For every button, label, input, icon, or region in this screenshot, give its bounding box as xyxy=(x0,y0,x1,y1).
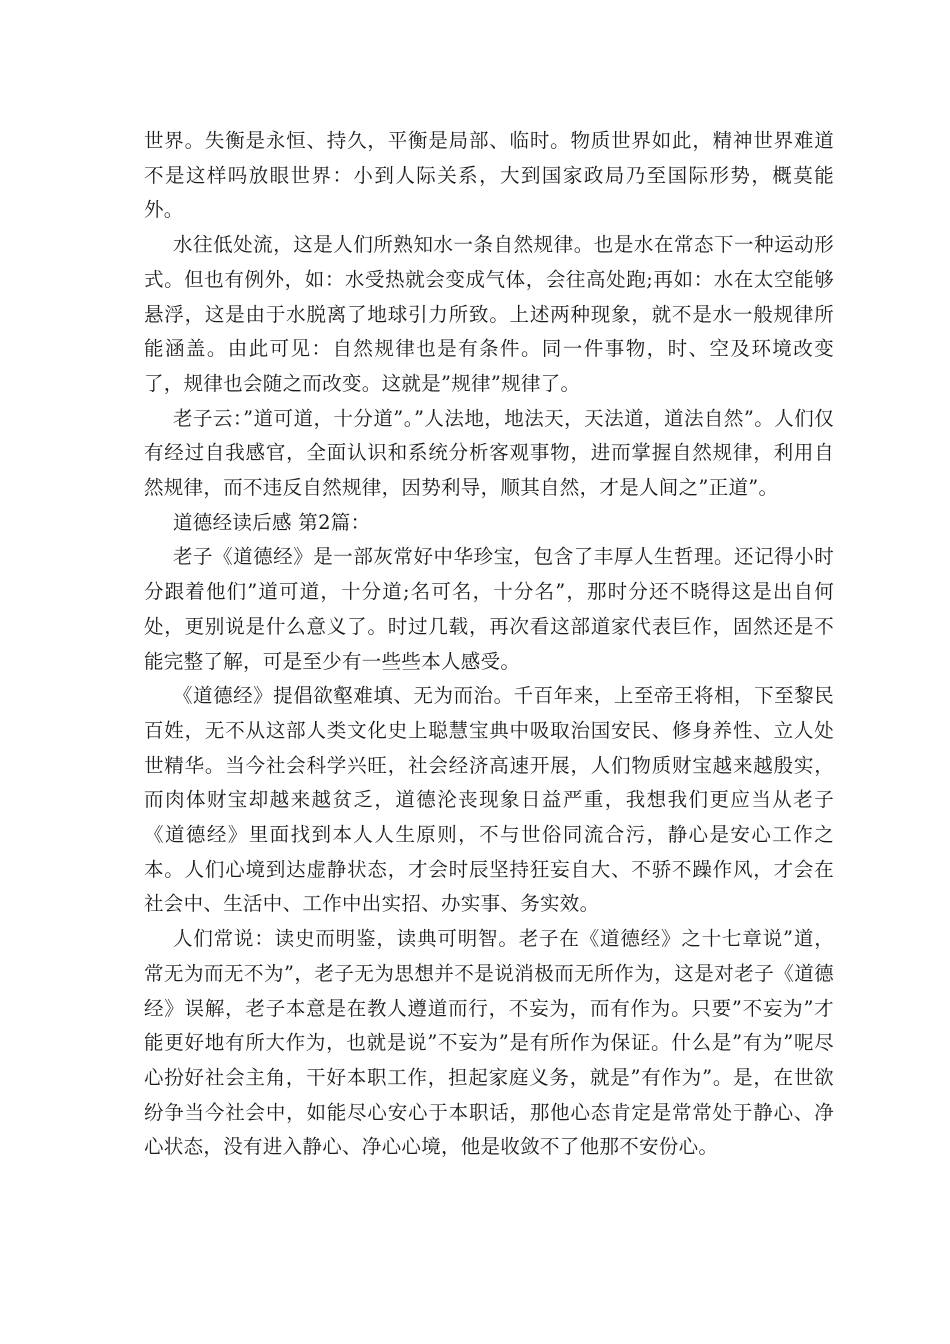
paragraph-laozi-quote: 老子云：”道可道，十分道”。”人法地，地法天，天法道，道法自然”。人们仅有经过自我感官，全面认识和系统分析客观事物，进而掌握自然规律，利用自然规律，而不违反自然规律，因势利导，顺其自然，才是人间之”正道”。 xyxy=(144,406,834,500)
document-body xyxy=(144,124,834,1165)
paragraph-continuation: 世界。失衡是永恒、持久，平衡是局部、临时。物质世界如此，精神世界难道不是这样吗放眼世界：小到人际关系，大到国家政局乃至国际形势，概莫能外。 xyxy=(144,129,834,222)
paragraph-daodejing-intro: 老子《道德经》是一部灰常好中华珍宝，包含了丰厚人生哲理。还记得小时分跟着他们”道可道，十分道;名可名，十分名”，那时分还不晓得这是出自何处，更别说是什么意义了。时过几载，再次看这部道家代表巨作，固然还是不能完整了解，可是至少有一些些本人感受。 xyxy=(144,545,834,673)
section-heading: 道德经读后感 第2篇： xyxy=(173,510,371,534)
paragraph-water-rule: 水往低处流，这是人们所熟知水一条自然规律。也是水在常态下一种运动形式。但也有例外，如：水受热就会变成气体，会往高处跑;再如：水在太空能够悬浮，这是由于水脱离了地球引力所致。上述两种现象，就不是水一般规律所能涵盖。由此可见：自然规律也是有条件。同一件事物，时、空及环境改变了，规律也会随之而改变。这就是”规律”规律了。 xyxy=(144,233,834,395)
paragraph-wuwei: 《道德经》提倡欲壑难填、无为而治。千百年来，上至帝王将相，下至黎民百姓，无不从这部人类文化史上聪慧宝典中吸取治国安民、修身养性、立人处世精华。当今社会科学兴旺，社会经济高速开展，人们物质财宝越来越殷实，而肉体财宝却越来越贫乏，道德沦丧现象日益严重，我想我们更应当从老子《道德经》里面找到本人人生原则，不与世俗同流合污，静心是安心工作之本。人们心境到达虚静状态，才会时辰坚持狂妄自大、不骄不躁作风，才会在社会中、生活中、工作中出实招、办实事、务实效。 xyxy=(144,684,834,916)
paragraph-common-saying: 人们常说：读史而明鉴，读典可明智。老子在《道德经》之十七章说”道，常无为而无不为”，老子无为思想并不是说消极而无所作为，这是对老子《道德经》误解，老子本意是在教人遵道而行，不妄为，而有作为。只要”不妄为”才能更好地有所大作为，也就是说”不妄为”是有所作为保证。什么是”有为”呢尽心扮好社会主角，干好本职工作，担起家庭义务，就是”有作为”。是，在世欲纷争当今社会中，如能尽心安心于本职话，那他心态肯定是常常处于静心、净心状态，没有进入静心、净心心境，他是收敛不了他那不安份心。 xyxy=(144,927,834,1159)
